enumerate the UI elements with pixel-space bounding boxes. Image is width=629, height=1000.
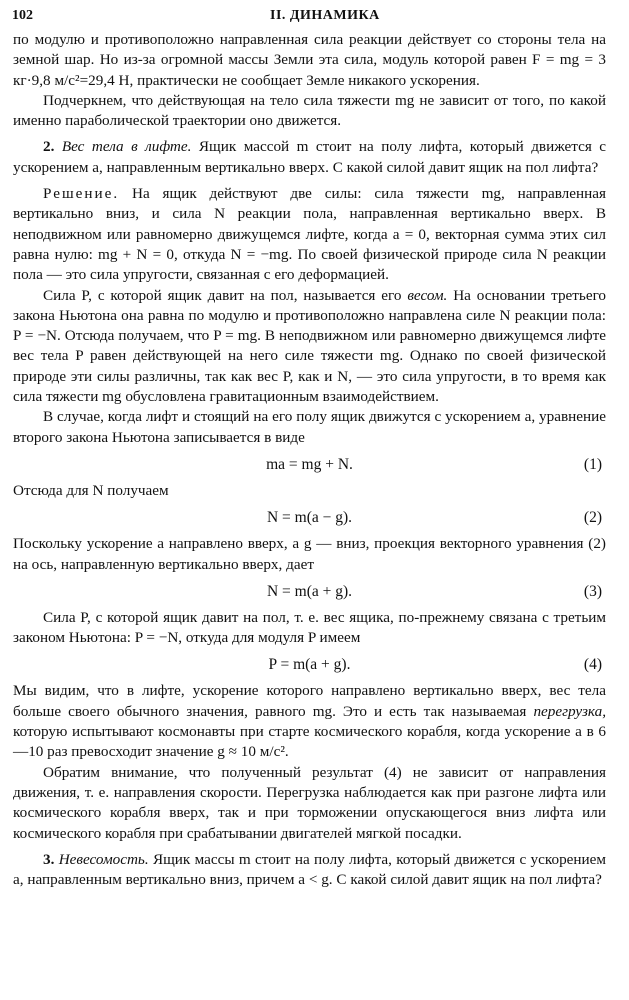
weight-text-end: На основании третьего закона Ньютона она равна по модулю и противоположно направлена силе N реакции пола: P = −N. Отсюда получаем, что P = mg. В неподвижном или равномерно движущемся лифте вес тела P равен действующей на него силе тяжести mg. Однако по своей физической природе эти силы различны, так как вес P, как и N, — это сила упругости, в то время как сила тяжести mg обусловлена гравитационным взаимодействием. — [13, 286, 607, 406]
paragraph-for-n: Отсюда для N получаем — [13, 481, 169, 499]
equation-1-formula: ma = mg + N. — [266, 455, 353, 473]
problem-2 — [13, 137, 606, 178]
weight-term: весом. — [407, 286, 448, 304]
equation-4-formula: P = m(a + g). — [268, 656, 351, 674]
problem-2-title: Вес тела в лифте. — [61, 138, 192, 156]
solution-label: Решение. — [43, 185, 120, 203]
problem-3-number: 3. — [43, 850, 55, 868]
equation-4-number: (4) — [583, 656, 602, 674]
running-title: II. ДИНАМИКА — [270, 8, 380, 23]
paragraph-direction-note: Обратим внимание, что полученный результат (4) не зависит от направления движения, т. е. направления скорости. Перегрузка наблюдается как при разгоне лифта или космического корабля вверх, так и при торможении опускающегося вниз лифта или космического корабля при срабатывании двигателей мягкой посадки. — [13, 763, 606, 842]
equation-1 — [13, 448, 606, 481]
overload-text-end: которую испытывают космонавты при старте космического корабля, когда ускорение a в 6—10 раз превосходит значение g ≈ 10 м/с². — [13, 723, 607, 761]
paragraph-accelerated-case: В случае, когда лифт и стоящий на его полу ящик движутся с ускорением a, уравнение второго закона Ньютона записывается в виде — [13, 408, 606, 446]
problem-2-number: 2. — [43, 138, 55, 156]
problem-3-text: Ящик массы m стоит на полу лифта, который движется с ускорением a, направленным вертикально вниз, причем a < g. С какой силой давит ящик на пол лифта? — [13, 850, 607, 889]
overload-term: перегрузка, — [533, 702, 607, 720]
equation-2-number: (2) — [583, 509, 602, 527]
paragraph-weight-definition — [13, 286, 606, 408]
equation-3 — [13, 575, 606, 608]
equation-2-formula: N = m(a − g). — [266, 509, 353, 527]
equation-3-number: (3) — [583, 582, 602, 600]
equation-1-number: (1) — [583, 455, 602, 473]
paragraph-overload — [13, 681, 606, 762]
problem-3 — [13, 850, 606, 891]
page-header — [12, 8, 612, 28]
problem-2-text: Ящик массой m стоит на полу лифта, который движется с ускорением a, направленным вертикально вверх. С какой силой давит ящик на пол лифта? — [13, 138, 607, 176]
paragraph-gravity-note: Подчеркнем, что действующая на тело сила тяжести mg не зависит от того, по какой именно параболической траектории оно движется. — [13, 91, 606, 130]
paragraph-reaction-force: по модулю и противоположно направленная сила реакции действует со стороны тела на земной шар. Но из-за огромной массы Земли эта сила, модуль которой равен F = mg = 3 кг·9,8 м/с²=29,4 Н, практически не сообщает Земле никакого ускорения. — [13, 31, 606, 89]
page-number: 102 — [12, 8, 33, 23]
problem-3-title: Невесомость. — [58, 850, 149, 868]
weight-text-start: Сила P, с которой ящик давит на пол, называется его — [43, 286, 402, 304]
paragraph-projection: Поскольку ускорение a направлено вверх, а g — вниз, проекция векторного уравнения (2) на ось, направленную вертикально вверх, дает — [13, 535, 606, 573]
paragraph-third-law: Сила P, с которой ящик давит на пол, т. е. вес ящика, по-прежнему связана с третьим законом Ньютона: P = −N, откуда для модуля P имеем — [13, 608, 606, 647]
solution-paragraph — [13, 184, 606, 285]
equation-2 — [13, 501, 606, 534]
equation-3-formula: N = m(a + g). — [266, 582, 353, 600]
solution-text: На ящик действуют две силы: сила тяжести mg, направленная вертикально вниз, и сила N реакции пола, направленная вертикально вверх. В неподвижном или равномерно движущемся лифте, когда a = 0, векторная сумма этих сил равна нулю: mg + N = 0, откуда N = −mg. По своей физической природе сила N реакции пола — это сила упругости, связанная с его деформацией. — [13, 185, 606, 284]
equation-4 — [13, 648, 606, 681]
overload-text-start: Мы видим, что в лифте, ускорение которого направлено вертикально вверх, вес тела больше своего обычного значения, равного mg. Это и есть так называемая — [13, 682, 606, 720]
page-body — [13, 30, 606, 890]
